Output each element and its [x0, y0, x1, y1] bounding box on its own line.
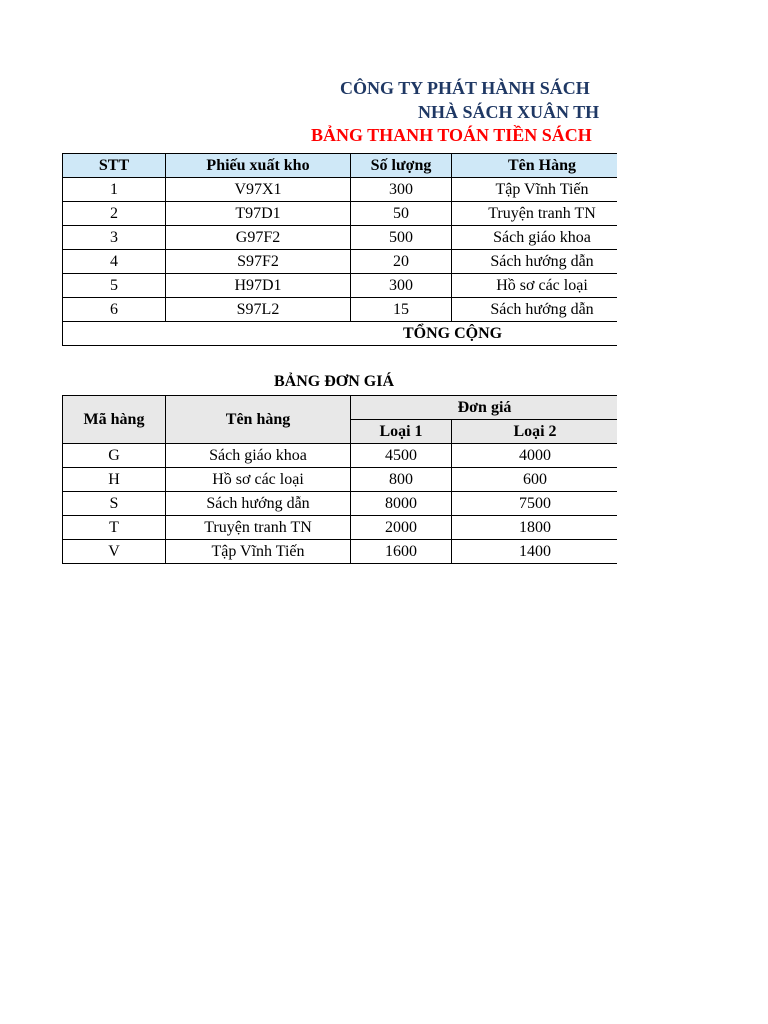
cell-receipt[interactable]: S97F2	[166, 250, 351, 274]
cell-receipt[interactable]: S97L2	[166, 298, 351, 322]
cell-item-name[interactable]: Sách hướng dẫn	[452, 298, 618, 322]
cell-name[interactable]: Sách hướng dẫn	[166, 492, 351, 516]
cell-price-type2[interactable]: 1400	[452, 540, 618, 564]
payment-header-row	[63, 154, 618, 178]
cell-stt[interactable]: 1	[63, 178, 166, 202]
table-row	[63, 274, 618, 298]
table-row	[63, 540, 618, 564]
cell-quantity[interactable]: 20	[351, 250, 452, 274]
table-row	[63, 516, 618, 540]
cell-price-type2[interactable]: 4000	[452, 444, 618, 468]
col-header-stt[interactable]: STT	[63, 154, 166, 178]
cell-stt[interactable]: 2	[63, 202, 166, 226]
cell-item-name[interactable]: Hồ sơ các loại	[452, 274, 618, 298]
cell-name[interactable]: Hồ sơ các loại	[166, 468, 351, 492]
price-header-row	[63, 396, 618, 420]
cell-code[interactable]: T	[63, 516, 166, 540]
cell-code[interactable]: V	[63, 540, 166, 564]
cell-name[interactable]: Sách giáo khoa	[166, 444, 351, 468]
cell-receipt[interactable]: V97X1	[166, 178, 351, 202]
cell-receipt[interactable]: H97D1	[166, 274, 351, 298]
cell-item-name[interactable]: Truyện tranh TN	[452, 202, 618, 226]
cell-price-type2[interactable]: 7500	[452, 492, 618, 516]
cell-receipt[interactable]: T97D1	[166, 202, 351, 226]
cell-item-name[interactable]: Tập Vĩnh Tiến	[452, 178, 618, 202]
company-title: CÔNG TY PHÁT HÀNH SÁCH	[340, 78, 590, 98]
table-row	[63, 250, 618, 274]
cell-stt[interactable]: 5	[63, 274, 166, 298]
sheet-title: BẢNG THANH TOÁN TIỀN SÁCH	[311, 125, 592, 145]
col-header-quantity[interactable]: Số lượng	[351, 154, 452, 178]
cell-price-type1[interactable]: 1600	[351, 540, 452, 564]
col-header-type1[interactable]: Loại 1	[351, 420, 452, 444]
cell-item-name[interactable]: Sách giáo khoa	[452, 226, 618, 250]
table-row	[63, 178, 618, 202]
col-header-item-name[interactable]: Tên Hàng	[452, 154, 618, 178]
col-header-name[interactable]: Tên hàng	[166, 396, 351, 444]
cell-receipt[interactable]: G97F2	[166, 226, 351, 250]
table-row	[63, 298, 618, 322]
cell-price-type1[interactable]: 4500	[351, 444, 452, 468]
cell-code[interactable]: S	[63, 492, 166, 516]
cell-stt[interactable]: 3	[63, 226, 166, 250]
col-header-type2[interactable]: Loại 2	[452, 420, 618, 444]
col-header-code[interactable]: Mã hàng	[63, 396, 166, 444]
cell-price-type2[interactable]: 1800	[452, 516, 618, 540]
payment-table	[62, 153, 617, 346]
cell-stt[interactable]: 4	[63, 250, 166, 274]
cell-code[interactable]: G	[63, 444, 166, 468]
cell-price-type2[interactable]: 600	[452, 468, 618, 492]
total-label[interactable]: TỔNG CỘNG	[63, 322, 618, 346]
cell-quantity[interactable]: 300	[351, 178, 452, 202]
col-header-receipt[interactable]: Phiếu xuất kho	[166, 154, 351, 178]
table-row	[63, 202, 618, 226]
cell-name[interactable]: Tập Vĩnh Tiến	[166, 540, 351, 564]
table-row	[63, 226, 618, 250]
table-row	[63, 468, 618, 492]
store-title: NHÀ SÁCH XUÂN TH	[418, 102, 600, 122]
cell-code[interactable]: H	[63, 468, 166, 492]
col-header-unit-price[interactable]: Đơn giá	[351, 396, 618, 420]
cell-price-type1[interactable]: 8000	[351, 492, 452, 516]
cell-item-name[interactable]: Sách hướng dẫn	[452, 250, 618, 274]
cell-quantity[interactable]: 300	[351, 274, 452, 298]
cell-price-type1[interactable]: 800	[351, 468, 452, 492]
cell-quantity[interactable]: 50	[351, 202, 452, 226]
cell-name[interactable]: Truyện tranh TN	[166, 516, 351, 540]
table-row	[63, 492, 618, 516]
total-row	[63, 322, 618, 346]
cell-quantity[interactable]: 15	[351, 298, 452, 322]
price-table-caption: BẢNG ĐƠN GIÁ	[274, 373, 395, 390]
cell-price-type1[interactable]: 2000	[351, 516, 452, 540]
cell-quantity[interactable]: 500	[351, 226, 452, 250]
table-row	[63, 444, 618, 468]
cell-stt[interactable]: 6	[63, 298, 166, 322]
unit-price-table	[62, 395, 617, 564]
